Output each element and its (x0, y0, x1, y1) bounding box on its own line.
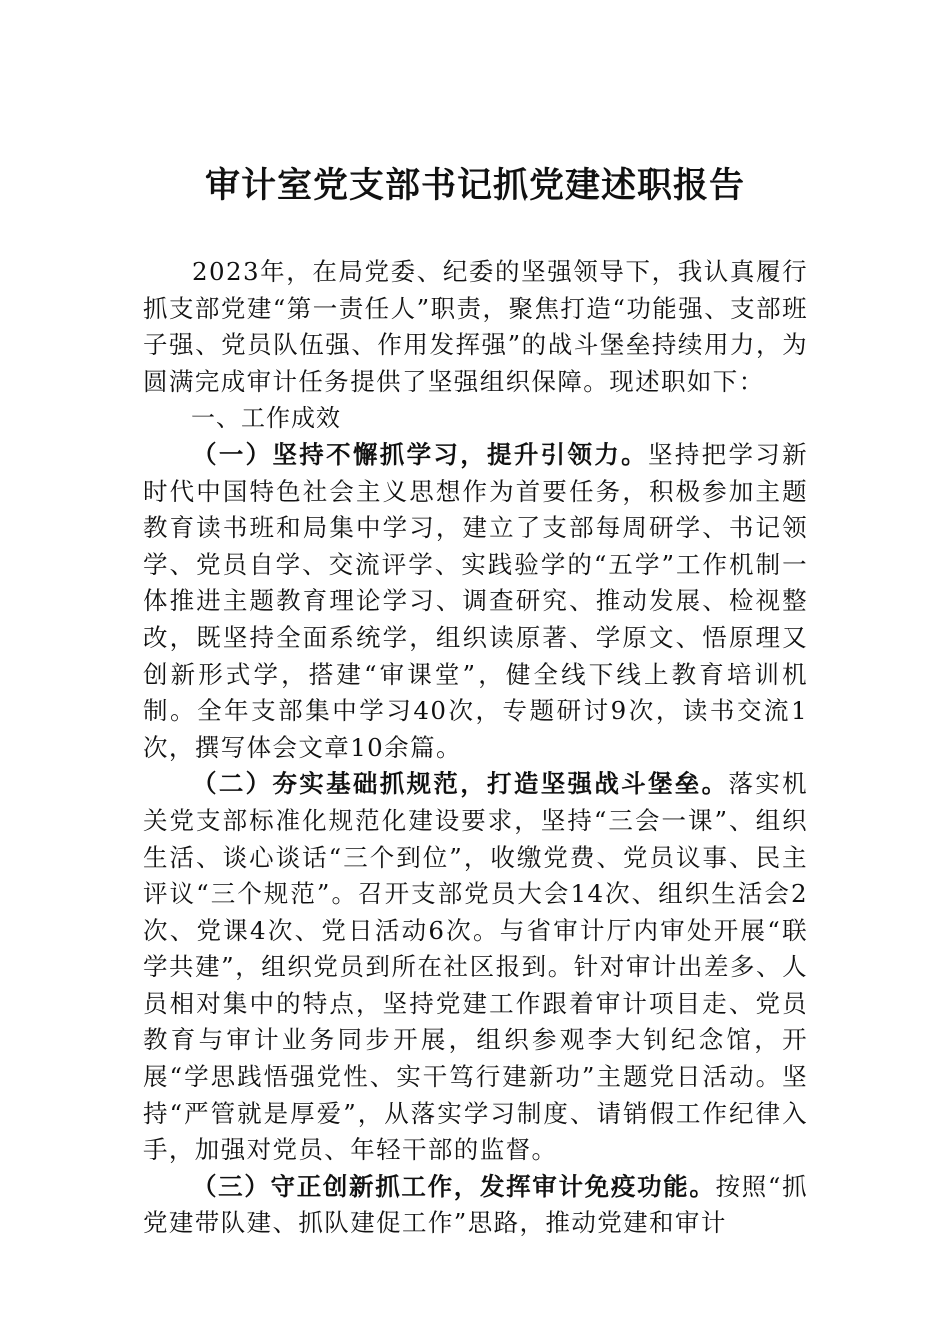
item-paragraph-1 (143, 437, 808, 766)
item-text-1: 坚持把学习新时代中国特色社会主义思想作为首要任务，积极参加主题教育读书班和局集中学习，建立了支部每周研学、书记领学、党员自学、交流评学、实践验学的“五学”工作机制一体推进主题教育理论学习、调查研究、推动发展、检视整改，既坚持全面系统学，组织读原著、学原文、悟原理又创新形式学，搭建“审课堂”，健全线下线上教育培训机制。全年支部集中学习40次，专题研讨9次，读书交流1次，撰写体会文章10余篇。 (143, 439, 808, 762)
item-lead-1: （一）坚持不懈抓学习，提升引领力。 (192, 439, 648, 469)
item-paragraph-3 (143, 1169, 808, 1242)
intro-paragraph: 2023年，在局党委、纪委的坚强领导下，我认真履行抓支部党建“第一责任人”职责，聚焦打造“功能强、支部班子强、党员队伍强、作用发挥强”的战斗堡垒持续用力，为圆满完成审计任务提供了坚强组织保障。现述职如下： (143, 257, 808, 396)
item-lead-2: （二）夯实基础抓规范，打造坚强战斗堡垒。 (192, 769, 729, 799)
item-text-3: 按照“抓党建带队建、抓队建促工作”思路，推动党建和审计 (143, 1171, 809, 1238)
document-title: 审计室党支部书记抓党建述职报告 (204, 165, 745, 206)
item-lead-3: （三）守正创新抓工作，发挥审计免疫功能。 (192, 1171, 716, 1201)
item-text-2: 落实机关党支部标准化规范化建设要求，坚持“三会一课”、组织生活、谈心谈话“三个到位”，收缴党费、党员议事、民主评议“三个规范”。召开支部党员大会14次、组织生活会2次、党课4次、党日活动6次。与省审计厅内审处开展“联学共建”，组织党员到所在社区报到。针对审计出差多、人员相对集中的特点，坚持党建工作跟着审计项目走、党员教育与审计业务同步开展，组织参观李大钊纪念馆，开展“学思践悟强党性、实干笃行建新功”主题党日活动。坚持“严管就是厚爱”，从落实学习制度、请销假工作纪律入手，加强对党员、年轻干部的监督。 (143, 769, 808, 1165)
section-heading: 一、工作成效 (191, 404, 341, 433)
document-body (143, 254, 808, 1242)
item-paragraph-2 (143, 766, 808, 1169)
